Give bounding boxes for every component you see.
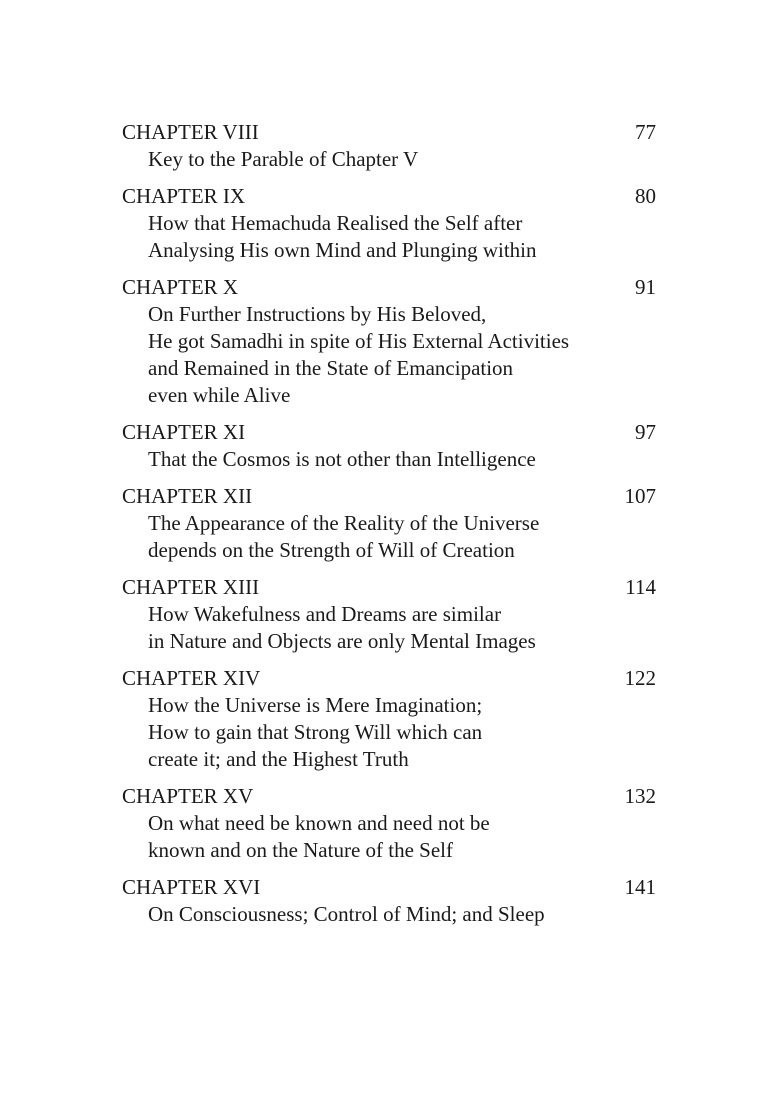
toc-entry <box>122 183 656 264</box>
page-number: 97 <box>635 420 656 444</box>
chapter-label: CHAPTER XVI <box>122 875 261 899</box>
chapter-title-line: known and on the Nature of the Self <box>148 838 454 862</box>
chapter-title-line: How to gain that Strong Will which can <box>148 720 483 744</box>
chapter-label: CHAPTER X <box>122 275 239 299</box>
toc-entry <box>122 274 656 409</box>
toc-entry-heading <box>122 119 656 146</box>
chapter-title-line: in Nature and Objects are only Mental Images <box>148 629 536 653</box>
page-number: 91 <box>635 275 656 299</box>
chapter-title-line: He got Samadhi in spite of His External Activities <box>148 329 570 353</box>
page-number: 132 <box>624 784 656 808</box>
toc-entry <box>122 874 656 928</box>
chapter-label: CHAPTER XIII <box>122 575 260 599</box>
page-number: 114 <box>625 575 656 599</box>
page-number: 107 <box>624 484 656 508</box>
toc-entry-heading <box>122 274 656 301</box>
chapter-title-line: How that Hemachuda Realised the Self after <box>148 211 523 235</box>
chapter-title-line: How Wakefulness and Dreams are similar <box>148 602 502 626</box>
toc-entry-heading <box>122 783 656 810</box>
chapter-label: CHAPTER XV <box>122 784 254 808</box>
toc-entry-heading <box>122 574 656 601</box>
toc-entry-heading <box>122 183 656 210</box>
chapter-title-line: On what need be known and need not be <box>148 811 490 835</box>
toc-entry-heading <box>122 419 656 446</box>
toc-entry-heading <box>122 874 656 901</box>
chapter-title-line: depends on the Strength of Will of Creation <box>148 538 515 562</box>
toc-entry-heading <box>122 665 656 692</box>
chapter-label: CHAPTER XI <box>122 420 246 444</box>
chapter-title-line: Key to the Parable of Chapter V <box>148 147 419 171</box>
chapter-label: CHAPTER IX <box>122 184 246 208</box>
page-number: 141 <box>624 875 656 899</box>
chapter-title-line: That the Cosmos is not other than Intelligence <box>148 447 536 471</box>
chapter-title-line: On Consciousness; Control of Mind; and Sleep <box>148 902 545 926</box>
toc-entry <box>122 665 656 773</box>
toc-entry <box>122 483 656 564</box>
toc-entry-heading <box>122 483 656 510</box>
chapter-title-line: even while Alive <box>148 383 291 407</box>
chapter-label: CHAPTER XII <box>122 484 253 508</box>
chapter-title-line: create it; and the Highest Truth <box>148 747 409 771</box>
page-number: 77 <box>635 120 656 144</box>
toc-entry <box>122 574 656 655</box>
chapter-title-line: On Further Instructions by His Beloved, <box>148 302 487 326</box>
chapter-label: CHAPTER VIII <box>122 120 259 144</box>
toc-entry <box>122 419 656 473</box>
chapter-title-line: The Appearance of the Reality of the Universe <box>148 511 540 535</box>
chapter-title-line: Analysing His own Mind and Plunging within <box>148 238 537 262</box>
chapter-title-line: and Remained in the State of Emancipation <box>148 356 514 380</box>
page-number: 122 <box>624 666 656 690</box>
chapter-label: CHAPTER XIV <box>122 666 261 690</box>
toc-entry <box>122 119 656 173</box>
page-number: 80 <box>635 184 656 208</box>
toc-entry <box>122 783 656 864</box>
table-of-contents <box>122 119 656 938</box>
chapter-title-line: How the Universe is Mere Imagination; <box>148 693 483 717</box>
